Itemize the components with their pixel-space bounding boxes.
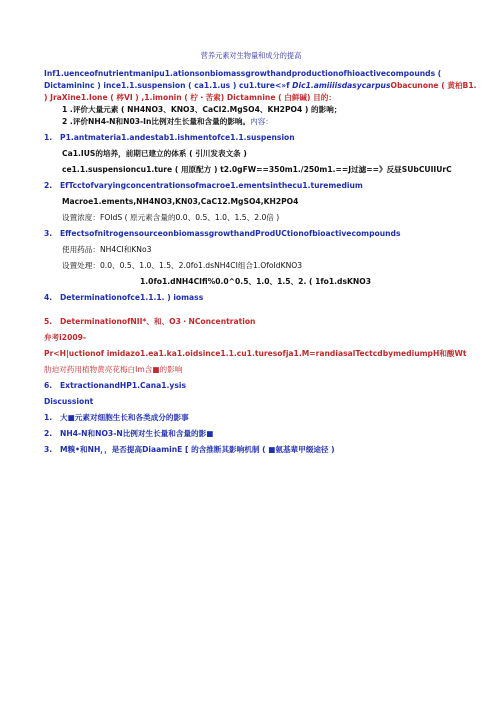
section-2-title: EfTcctofvaryingconcentrationsofmacroe1.ementsinthecu1.turemedium bbox=[60, 181, 363, 190]
intro-line-2-a: Dictamininc ) ince1.1.suspension ( ca1.1.us ) cu1.ture<»f bbox=[44, 81, 293, 90]
discussion-item-1-text: 大■元素对细胞生长和各类成分的影事 bbox=[60, 413, 189, 422]
section-1-line-1: Ca1.IUS的培养，前期已建立的体系 ( 引川发表文条 ) bbox=[62, 149, 247, 158]
section-1-num: 1. bbox=[44, 133, 53, 142]
section-5-num: 5. bbox=[44, 317, 53, 326]
section-1-heading bbox=[44, 132, 458, 144]
reference-line-1: 弁考i2009- bbox=[44, 333, 87, 342]
discussion-item-2-num: 2. bbox=[44, 429, 53, 438]
section-6-heading bbox=[44, 380, 458, 392]
intro-line-1: Inf1.uenceofnutrientmanipu1.ationsonbiomassgrowthandproductionofhioactivecompounds ( bbox=[44, 69, 442, 78]
discussion-heading: Discussiont bbox=[44, 397, 94, 406]
discussion-item-3-num: 3. bbox=[44, 445, 53, 454]
discussion-item-2-text: NH4-N和NO3-N比例对生长量和含量的影■ bbox=[60, 429, 214, 438]
section-3-line-2: 设置处理：0.0、0.5、1.0、1.5、2.0fo1.dsNH4CI组合1.OfoIdKNO3 bbox=[62, 261, 303, 270]
section-3-num: 3. bbox=[44, 229, 53, 238]
objective-2-text: 2 .评价NH4-N和N03-In比例对生长量和含量的影响。 bbox=[62, 117, 251, 126]
objectives-tail: 内容： bbox=[250, 117, 273, 126]
section-3-line-1: 使用药品：NH4CI和KNo3 bbox=[62, 245, 152, 254]
section-2-line-1: Macroe1.ements,NH4NO3,KN03,CaC12.MgSO4,KH2PO4 bbox=[62, 197, 299, 206]
section-2-heading bbox=[44, 180, 458, 192]
section-5-title: DeterminationofNII*、和、O3・NConcentration bbox=[60, 317, 256, 326]
reference-line-2: Pr<H|uctionof imidazo1.ea1.ka1.oidsince1.1.cu1.turesofja1.M=randiasalTectcdbymediumpH和酸Wt bbox=[44, 349, 467, 358]
section-5-heading bbox=[44, 316, 458, 328]
section-3-extra: 1.0fo1.dNH4CIfi%0.0^0.5、1.0、1.5、2. ( 1fo1.dsKNO3 bbox=[140, 277, 371, 286]
intro-line-2 bbox=[44, 80, 477, 92]
page-title: 营养元素对生物量和成分的提高 bbox=[200, 51, 302, 60]
discussion-item-1 bbox=[44, 412, 458, 424]
section-4-title: Determinationofce1.1.1. ) iomass bbox=[60, 293, 204, 302]
discussion-item-3 bbox=[44, 444, 458, 456]
section-4-heading bbox=[44, 292, 458, 304]
section-2-line-2: 设置浓度：FOIdS ( 原元素含量的0.0、0.5、1.0、1.5、2.0倍 ) bbox=[62, 213, 280, 222]
discussion-item-1-num: 1. bbox=[44, 413, 53, 422]
section-3-title: EffectsofnitrogensourceonbiomassgrowthandProdUCtionofbioactivecompounds bbox=[60, 229, 401, 238]
intro-line-2-b: Dic1.amiiiisdasycarpus bbox=[292, 81, 391, 90]
intro-line-3 bbox=[44, 92, 458, 104]
intro-line-3-a: ) JraXine1.Ione ( 梣VI ) ,1.imonin ( 柠・苦索) Dictamnine ( 白鲜碱) 目的： bbox=[44, 93, 336, 102]
section-3-heading bbox=[44, 228, 458, 240]
section-2-num: 2. bbox=[44, 181, 53, 190]
section-6-num: 6. bbox=[44, 381, 53, 390]
intro-line-2-c: Obacunone ( 黄柏B1. bbox=[390, 81, 477, 90]
objective-1: 1 .评价大量元素 ( NH4NO3、KNO3、CaCI2.MgSO4、KH2PO4 ) 的影响； bbox=[62, 105, 342, 114]
discussion-item-3-text: M糗•和NH，，是否提高DiaaminE [ 的含推断其影响机制 ( ■氨基辈甲缀途径 ) bbox=[60, 445, 335, 454]
section-1-line-2: ce1.1.suspensioncu1.ture ( 用原配方 ) t2.0gFW==350m1./250m1.==J过滤==》反昼SUbCUIIUrC bbox=[62, 165, 452, 174]
discussion-item-2 bbox=[44, 428, 458, 440]
section-6-title: ExtractionandHP1.Cana1.ysis bbox=[60, 381, 186, 390]
section-4-num: 4. bbox=[44, 293, 53, 302]
reference-line-3: 肋迫对药用植物黄亮花梅白Im含■的影响 bbox=[44, 365, 183, 374]
objective-2 bbox=[44, 116, 458, 128]
section-1-title: P1.antmateria1.andestab1.ishmentofce1.1.suspension bbox=[60, 133, 295, 142]
